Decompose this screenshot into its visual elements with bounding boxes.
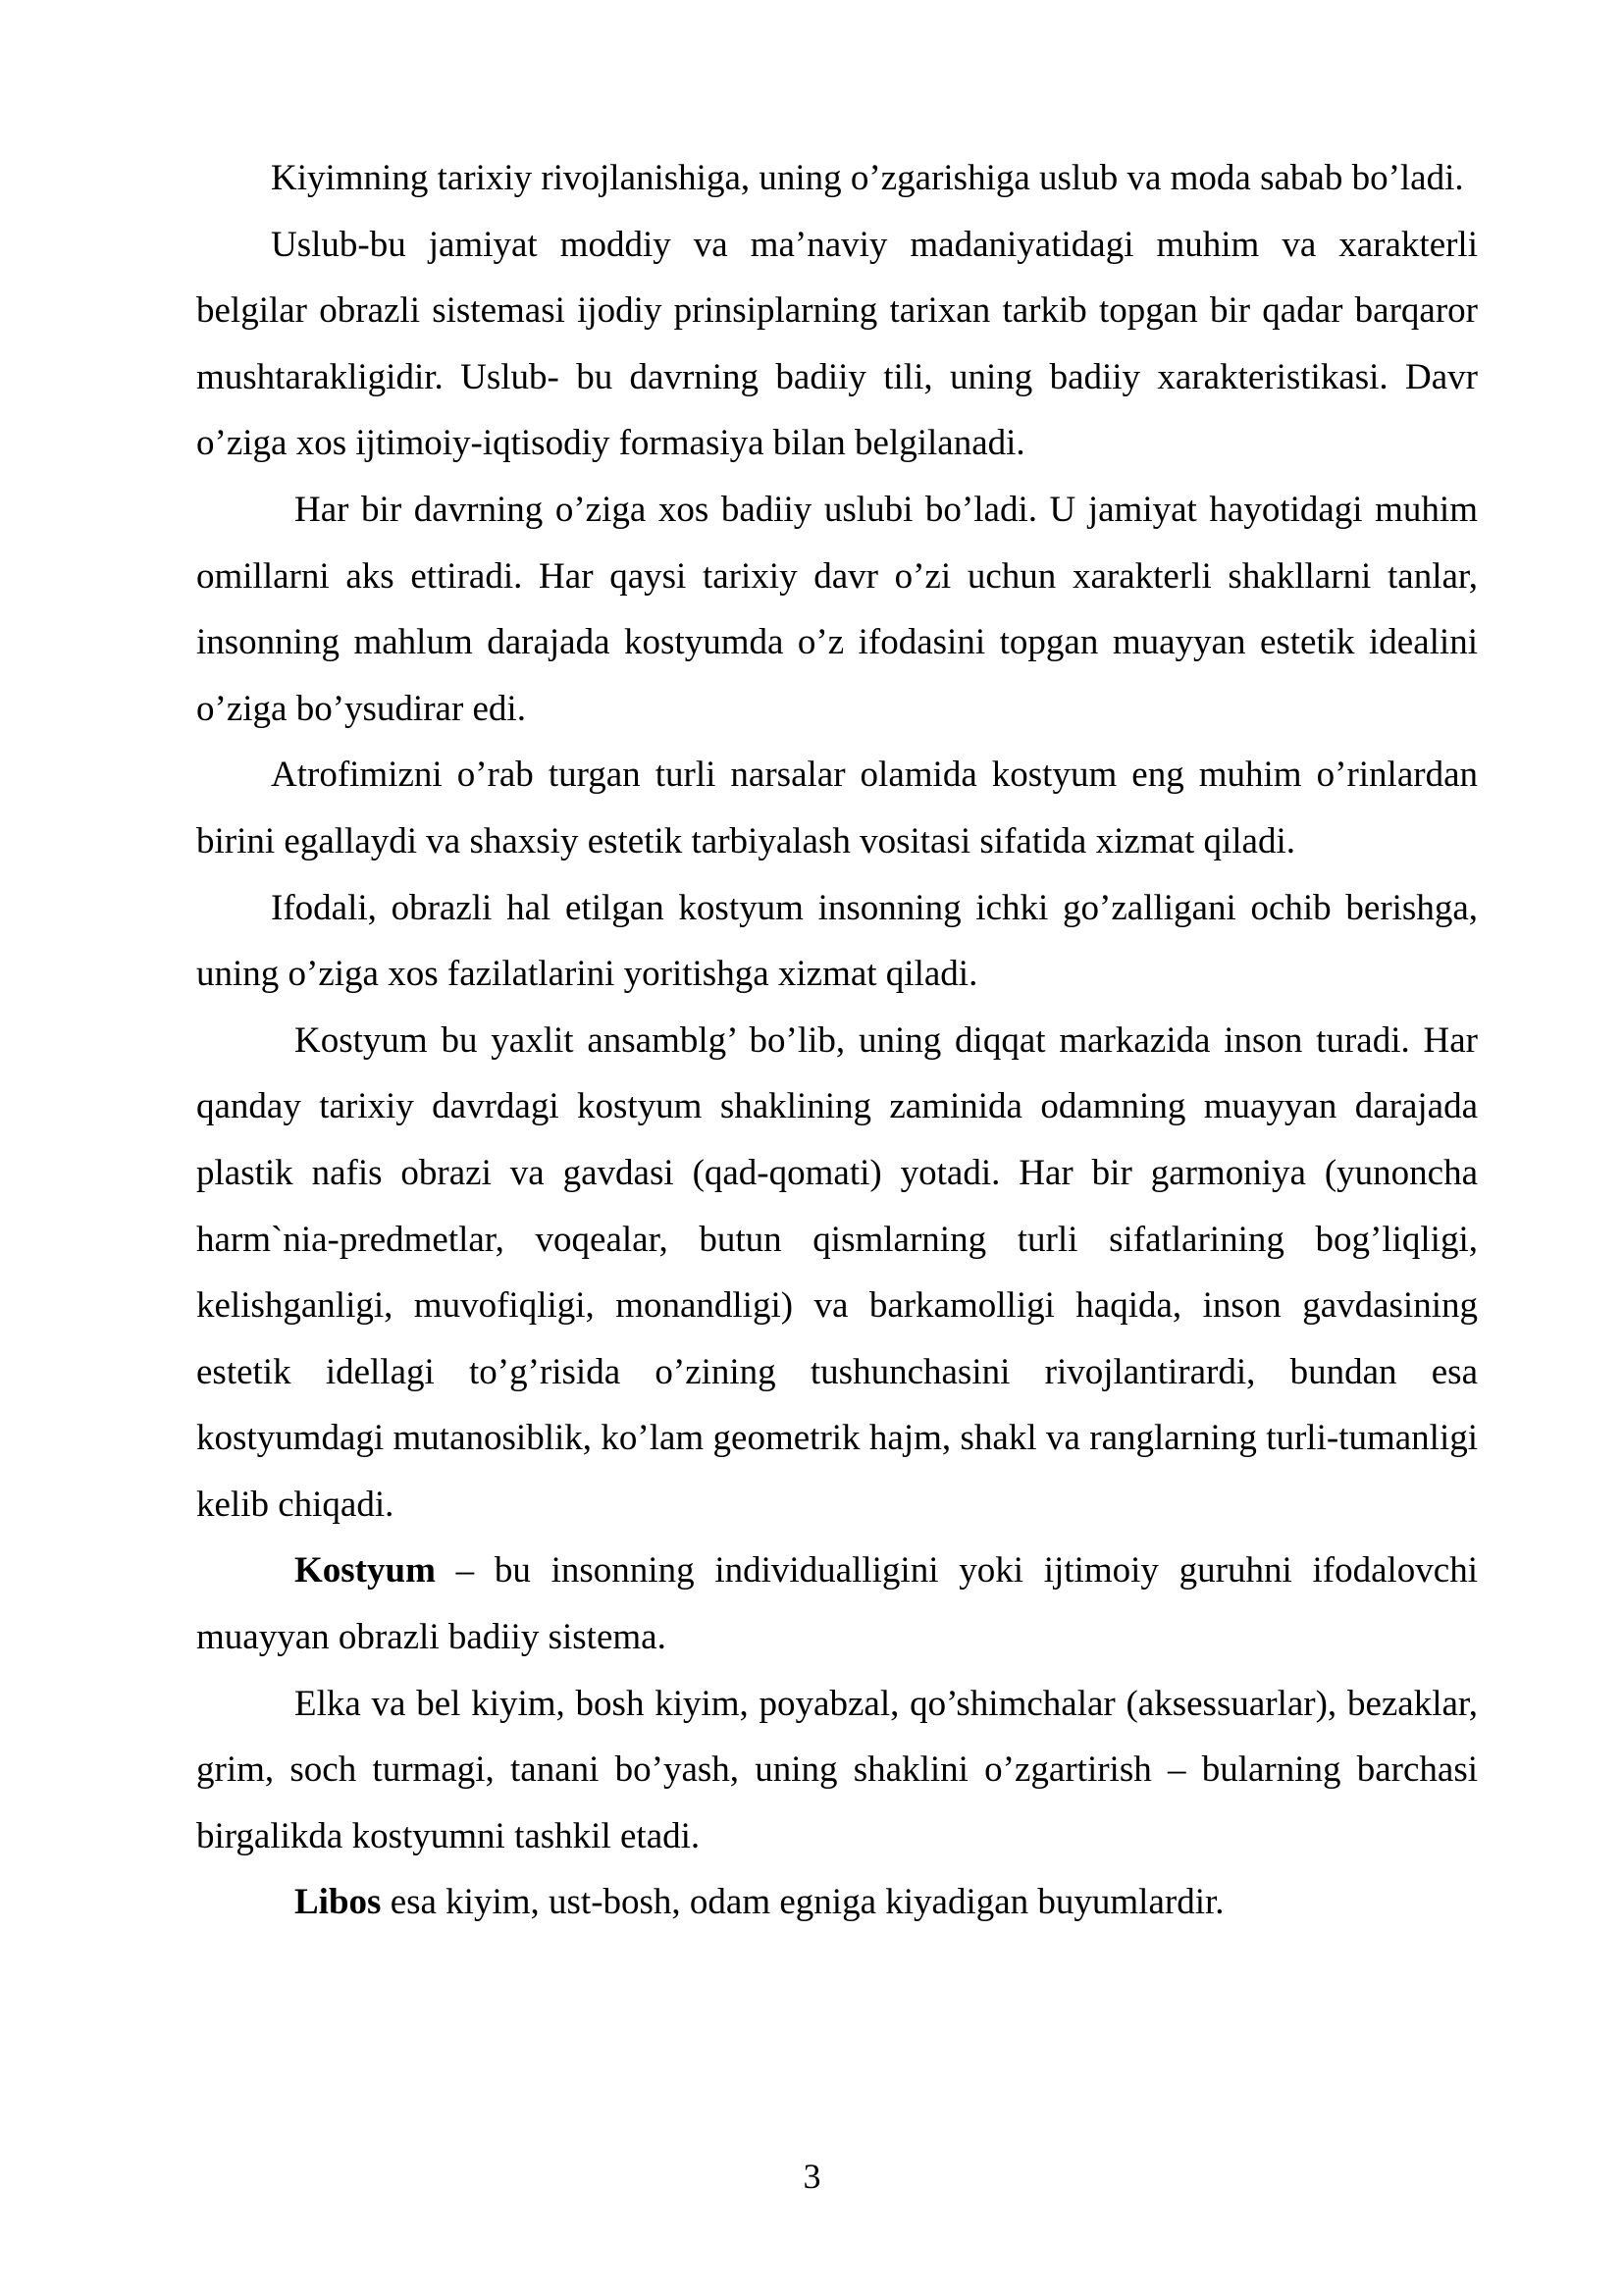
paragraph-4 — [196, 742, 1478, 874]
page-number: 3 — [803, 2157, 821, 2196]
term-libos: Libos — [294, 1882, 382, 1923]
paragraph-7-definition-kostyum — [196, 1538, 1478, 1670]
paragraph-7-text: – bu insonning individualligini yoki ijtimoiy guruhni ifodalovchi muayyan obrazli badiiy sistema. — [196, 1550, 1478, 1658]
paragraph-3 — [196, 477, 1478, 742]
paragraph-4-text: Atrofimizni o’rab turgan turli narsalar olamida kostyum eng muhim o’rinlardan birini egallaydi va shaxsiy estetik tarbiyalash vositasi sifatida xizmat qiladi. — [196, 755, 1478, 861]
term-kostyum: Kostyum — [294, 1550, 436, 1592]
paragraph-1-text: Kiyimning tarixiy rivojlanishiga, uning o’zgarishiga uslub va moda sabab bo’ladi. — [271, 158, 1464, 198]
paragraph-9-text: esa kiyim, ust-bosh, odam egniga kiyadigan buyumlardir. — [381, 1882, 1225, 1923]
paragraph-3-text: Har bir davrning o’ziga xos badiiy uslubi bo’ladi. U jamiyat hayotidagi muhim omillarni aks ettiradi. Har qaysi tarixiy davr o’zi uchun xarakterli shakllarni tanlar, insonning mahlum darajada kostyumda o’z ifodasini topgan muayyan estetik idealini o’ziga bo’ysudirar edi. — [196, 489, 1478, 729]
paragraph-8 — [196, 1671, 1478, 1870]
paragraph-6-text: Kostyum bu yaxlit ansamblg’ bo’lib, uning diqqat markazida inson turadi. Har qanday tarixiy davrdagi kostyum shaklining zaminida odamning muayyan darajada plastik nafis obrazi va gavdasi (qad-qomati) yotadi. Har bir garmoniya (yunoncha harm`nia-predmetlar, voqealar, butun qismlarning turli sifatlarining bog’liqligi, kelishganligi, muvofiqligi, monandligi) va barkamolligi haqida, inson gavdasining estetik idellagi to’g’risida o’zining tushunchasini rivojlantirardi, bundan esa kostyumdagi mutanosiblik, ko’lam geometrik hajm, shakl va ranglarning turli-tumanligi kelib chiqadi. — [196, 1019, 1478, 1525]
document-body — [196, 145, 1478, 1936]
paragraph-2 — [196, 212, 1478, 477]
paragraph-1 — [196, 145, 1478, 212]
paragraph-9-definition-libos — [196, 1869, 1478, 1936]
paragraph-2-text: Uslub-bu jamiyat moddiy va ma’naviy madaniyatidagi muhim va xarakterli belgilar obrazli sistemasi ijodiy prinsiplarning tarixan tarkib topgan bir qadar barqaror mushtarakligidir. Uslub- bu davrning badiiy tili, uning badiiy xarakteristikasi. Davr o’ziga xos ijtimoiy-iqtisodiy formasiya bilan belgilanadi. — [196, 224, 1478, 464]
paragraph-5 — [196, 875, 1478, 1008]
paragraph-8-text: Elka va bel kiyim, bosh kiyim, poyabzal, qo’shimchalar (aksessuarlar), bezaklar, grim, soch turmagi, tanani bo’yash, uning shaklini o’zgartirish – bularning barchasi birgalikda kostyumni tashkil etadi. — [196, 1683, 1478, 1856]
paragraph-6 — [196, 1008, 1478, 1539]
paragraph-5-text: Ifodali, obrazli hal etilgan kostyum insonning ichki go’zalligani ochib berishga, uning o’ziga xos fazilatlarini yoritishga xizmat qiladi. — [196, 887, 1478, 995]
